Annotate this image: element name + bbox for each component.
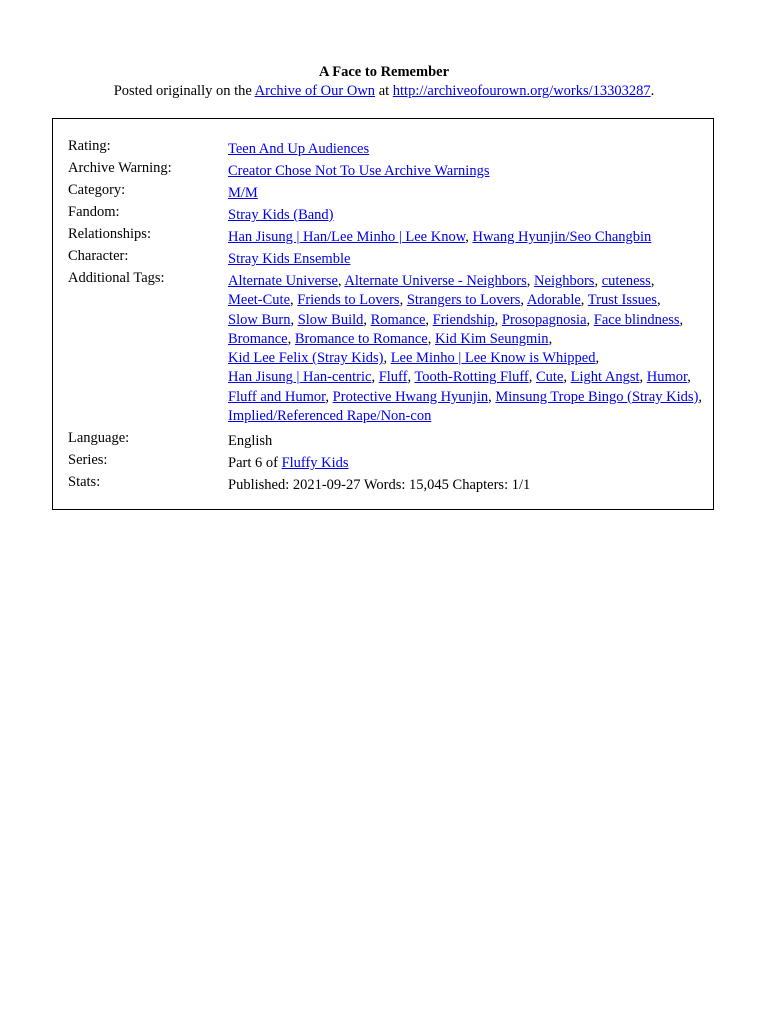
relationship-link[interactable]: Hwang Hyunjin/Seo Changbin — [472, 229, 652, 245]
tag-link[interactable]: Light Angst — [570, 369, 640, 386]
tag-link[interactable]: Prosopagnosia — [501, 311, 587, 328]
rating-link[interactable]: Teen And Up Audiences — [228, 141, 370, 157]
work-header — [0, 63, 768, 101]
tag-link[interactable]: cuteness — [601, 273, 651, 289]
tag-link[interactable]: Adorable — [526, 292, 581, 309]
series-link[interactable]: Fluffy Kids — [281, 455, 349, 471]
relationships-value: Han Jisung | Han/Lee Minho | Lee Know, Hwang Hyunjin/Seo Changbin — [228, 229, 652, 245]
relationship-link[interactable]: Han Jisung | Han/Lee Minho | Lee Know — [228, 229, 466, 245]
work-url-link[interactable]: http://archiveofourown.org/works/13303287 — [392, 83, 651, 99]
category-value — [228, 184, 708, 203]
tag-link[interactable]: Friends to Lovers — [297, 292, 400, 309]
fandom-link[interactable]: Stray Kids (Band) — [228, 207, 334, 223]
rating-value — [228, 140, 708, 159]
warning-label: Archive Warning: — [68, 160, 172, 176]
warning-value — [228, 162, 708, 181]
tag-link[interactable]: Meet-Cute — [228, 292, 291, 309]
character-label: Character: — [68, 248, 129, 264]
work-title: A Face to Remember — [318, 64, 450, 80]
series-label: Series: — [68, 452, 108, 468]
posted-prefix: Posted originally on the — [113, 83, 252, 99]
tag-link[interactable]: Tooth-Rotting Fluff — [414, 369, 529, 386]
tag-link[interactable]: Romance — [370, 311, 426, 328]
relationships-label: Relationships: — [68, 226, 151, 242]
tag-link[interactable]: Bromance to Romance — [294, 330, 428, 347]
tag-link[interactable]: Slow Build — [297, 311, 364, 328]
tag-link[interactable]: Kid Kim Seungmin — [434, 330, 549, 347]
work-meta-box — [52, 118, 714, 510]
tag-link[interactable]: Lee Minho | Lee Know is Whipped — [390, 350, 596, 367]
language-label: Language: — [68, 430, 130, 446]
tags-value: Alternate Universe, Alternate Universe - Neighbors, Neighbors, cuteness, Meet-Cute, Friends to Lovers, Strangers to Lovers, Adorable, Trust Issues, Slow Burn, Slow Build, Romance, Friendship, Prosopagnosia, Face blindness, Bromance, Bromance to Romance, Kid Kim Seungmin, Kid Lee Felix (Stray Kids), Lee Minho | Lee Know is Whipped, Han Jisung | Han-centric, Fluff, Tooth-Rotting Fluff, Cute, Light Angst, Humor, Fluff and Humor, Protective Hwang Hyunjin, Minsung Trope Bingo (Stray Kids), Implied/Referenced Rape/Non-con — [228, 273, 703, 425]
tag-link[interactable]: Strangers to Lovers — [406, 292, 521, 309]
character-value — [228, 250, 708, 269]
fandom-label: Fandom: — [68, 204, 120, 220]
tag-link[interactable]: Minsung Trope Bingo (Stray Kids) — [495, 388, 699, 405]
series-value — [228, 454, 708, 473]
tag-link[interactable]: Alternate Universe — [228, 273, 338, 289]
posted-line — [0, 82, 768, 101]
posted-period: . — [650, 83, 655, 99]
tags-label: Additional Tags: — [68, 270, 165, 286]
tag-link[interactable]: Humor — [646, 369, 688, 386]
tag-link[interactable]: Slow Burn — [228, 311, 291, 328]
tag-link[interactable]: Fluff and Humor — [228, 388, 326, 405]
tag-link[interactable]: Neighbors — [534, 273, 595, 289]
language-value: English — [228, 433, 273, 449]
archive-link[interactable]: Archive of Our Own — [254, 83, 376, 99]
tag-link[interactable]: Implied/Referenced Rape/Non-con — [228, 408, 432, 425]
character-link[interactable]: Stray Kids Ensemble — [228, 251, 351, 267]
warning-link[interactable]: Creator Chose Not To Use Archive Warnings — [228, 163, 490, 179]
tag-link[interactable]: Alternate Universe - Neighbors — [344, 273, 527, 289]
tag-link[interactable]: Protective Hwang Hyunjin — [332, 388, 489, 405]
category-label: Category: — [68, 182, 126, 198]
fandom-value — [228, 206, 708, 225]
series-prefix: Part 6 of — [228, 455, 278, 471]
tag-link[interactable]: Cute — [536, 369, 564, 386]
tag-link[interactable]: Bromance — [228, 330, 288, 347]
stats-value: Published: 2021-09-27 Words: 15,045 Chapters: 1/1 — [228, 477, 531, 493]
tag-link[interactable]: Face blindness — [593, 311, 680, 328]
tag-link[interactable]: Fluff — [378, 369, 408, 386]
rating-label: Rating: — [68, 138, 111, 154]
category-link[interactable]: M/M — [228, 185, 258, 201]
posted-at: at — [378, 83, 390, 99]
tag-link[interactable]: Friendship — [432, 311, 495, 328]
stats-label: Stats: — [68, 474, 101, 490]
tag-link[interactable]: Kid Lee Felix (Stray Kids) — [228, 350, 384, 367]
tag-link[interactable]: Trust Issues — [587, 292, 657, 309]
tag-link[interactable]: Han Jisung | Han-centric — [228, 369, 372, 386]
